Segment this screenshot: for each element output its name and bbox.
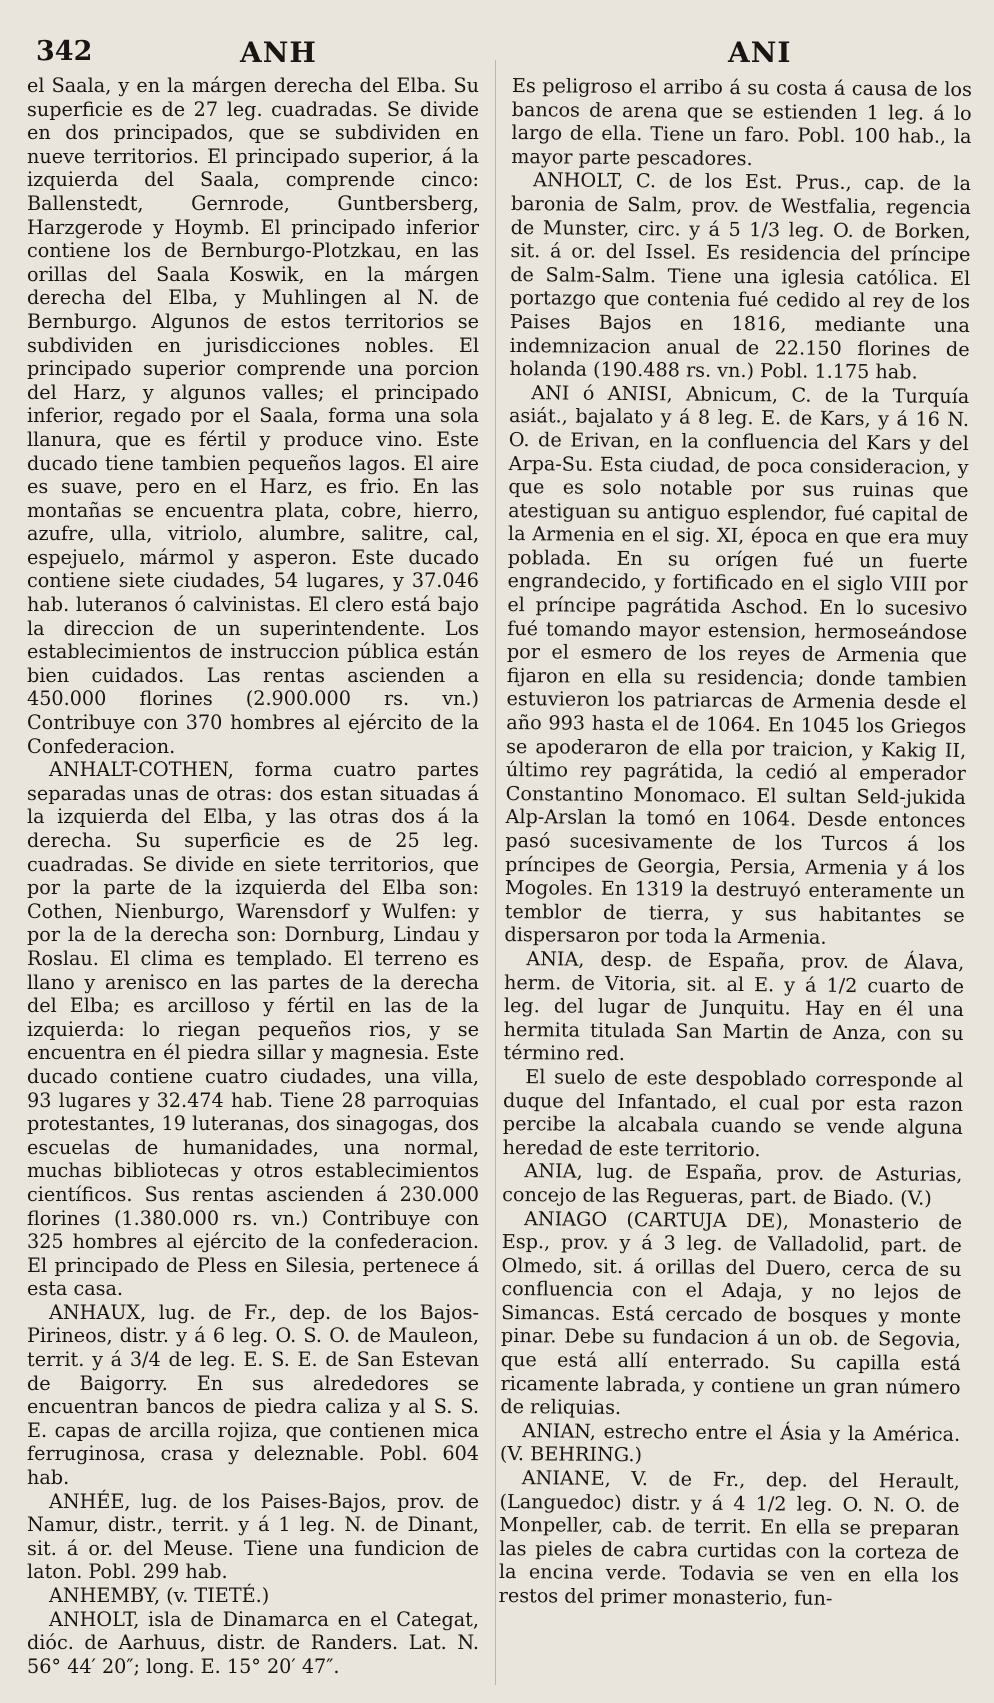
entry-anhemby: ANHEMBY, (v. TIETÉ.): [49, 1584, 270, 1607]
entry-anhalt-bernburgo-continued: el Saala, y en la márgen derecha del Elba. Su superficie es de 27 leg. cuadradas. Se divide en dos principados, que se subdividen en nueve territorios. El principado superior, á la izquierda del Saala, comprende cinco: Ballenstedt, Gernrode, Guntbersberg, Harzgerode y Hoymb. El principado inferior contiene los de Bernburgo-Plotzkau, en las orillas del Saala Koswik, en la márgen derecha del Elba, y Muhlingen al N. de Bernburgo. Algunos de estos territorios se subdividen en jurisdicciones nobles. El principado superior comprende una porcion del Harz, y algunos valles; el principado inferior, regado por el Saala, forma una sola llanura, que es fértil y produce vino. Este ducado tiene tambien pequeños lagos. El aire es suave, pero en el Harz, es frio. En las montañas se encuentra plata, cobre, hierro, azufre, ulla, vitriolo, alumbre, salitre, cal, espejuelo, mármol y asperon. Este ducado contiene siete ciudades, 54 lugares, y 37.046 hab. luteranos ó calvinistas. El clero está bajo la direccion de un superintendente. Los establecimientos de instruccion pública están bien cuidados. Las rentas ascienden a 450.000 florines (2.900.000 rs. vn.) Contribuye con 370 hombres al ejército de la Confederacion.: [27, 74, 479, 758]
entry-anholt-ciudad: ANHOLT, C. de los Est. Prus., cap. de la baronia de Salm, prov. de Westfalia, regencia de Munster, circ. y á 5 1/3 leg. O. de Borken, sit. á or. del Issel. Es residencia del príncipe de Salm-Salm. Tiene una iglesia católica. El portazgo que contenia fué cedido al rey de los Paises Bajos en 1816, mediante una indemnizacion anual de 22.150 florines de holanda (190.488 rs. vn.) Pobl. 1.175 hab.: [509, 168, 972, 384]
entry-ania-alava-note: El suelo de este despoblado corresponde al duque del Infantado, el cual por esta razon percibe la alcabala cuando se vende alguna heredad de este territorio.: [502, 1065, 964, 1161]
entry-aniane: ANIANE, V. de Fr., dep. del Herault, (Languedoc) distr. y á 4 1/2 leg. O. N. O. de Monpeller, cab. de territ. En ella se preparan las pieles de cabra curtidas con la corteza de la encina verde. Todavia se ven en ella los restos del primer monasterio, fun-: [498, 1466, 960, 1610]
entry-anian: ANIAN, estrecho entre el Ásia y la América. (V. BEHRING.): [499, 1418, 961, 1467]
entry-anholt-isla: ANHOLT, isla de Dinamarca en el Categat, dióc. de Aarhuus, distr. de Randers. Lat. N. 56° 44′ 20″; long. E. 15° 20′ 47″.: [27, 1607, 479, 1678]
entry-aniago: ANIAGO (CARTUJA DE), Monasterio de Esp., prov. y á 3 leg. de Valladolid, part. de Olmedo, sit. á orillas del Duero, cerca de su confluencia con el Adaja, y no lejos de Simancas. Está cercado de bosques y monte pinar. Debe su fundacion á un ob. de Segovia, que está allí enterrado. Su capilla está ricamente labrada, y contiene un gran número de reliquias.: [500, 1206, 963, 1420]
entry-ani: ANI ó ANISI, Abnicum, C. de la Turquía asiát., bajalato y á 8 leg. E. de Kars, y á 16 N. O. de Erivan, en la confluencia del Kars y del Arpa-Su. Esta ciudad, de poca consideracion, y que es solo notable por sus ruinas que atestiguan su antiguo esplendor, fué capital de la Armenia en el sig. XI, época en que era muy poblada. En su orígen fué un fuerte engrandecido, y fortificado en el siglo VIII por el príncipe pagrátida Aschod. En lo sucesivo fué tomando mayor estension, hermoseándose por el esmero de los reyes de Armenia que fijaron en ella su residencia; donde tambien estuvieron los patriarcas de Armenia desde el año 993 hasta el de 1064. En 1045 los Griegos se apoderaron de ella por traicion, y Kakig II, último rey pagrátida, la cedió al emperador Constantino Monomaco. El sultan Seld-jukida Alp-Arslan la tomó en 1064. Desde entonces pasó sucesivamente de los Turcos á los príncipes de Georgia, Persia, Armenia y á los Mogoles. En 1319 la destruyó enteramente un temblor de tierra, y sus habitantes se dispersaron por toda la Armenia.: [504, 380, 970, 950]
running-head-right: ANI: [728, 36, 792, 69]
column-divider: [495, 60, 496, 1685]
left-column: [27, 74, 479, 1689]
entry-anhalt-cothen: ANHALT-COTHEN, forma cuatro partes separadas unas de otras: dos estan situadas á la izquierda del Elba, y las otras dos á la derecha. Su superficie es de 25 leg. cuadradas. Se divide en siete territorios, que por la parte de la izquierda del Elba son: Cothen, Nienburgo, Warensdorf y Wulfen: y por la de la derecha son: Dornburg, Lindau y Roslau. El clima es templado. El terreno es llano y arenisco en las partes de la derecha del Elba; es arcilloso y fértil en las de la izquierda: lo riegan pequeños rios, y se encuentra en él piedra sillar y magnesia. Este ducado contiene cuatro ciudades, una villa, 93 lugares y 32.474 hab. Tiene 28 parroquias protestantes, 19 luteranas, dos sinagogas, dos escuelas de humanidades, una normal, muchas bibliotecas y otros establecimientos científicos. Sus rentas ascienden á 230.000 florines (1.380.000 rs. vn.) Contribuye con 325 hombres al ejército de la confederacion. El principado de Pless en Silesia, pertenece á esta casa.: [27, 758, 479, 1301]
page-number: 342: [36, 36, 93, 67]
right-column: [498, 74, 972, 1693]
running-head-left: ANH: [240, 36, 317, 69]
entry-anholt-isla-continued: Es peligroso el arribo á su costa á causa de los bancos de arena que se estienden 1 leg. á lo largo de ella. Tiene un faro. Pobl. 100 hab., la mayor parte pescadores.: [511, 74, 972, 170]
entry-anhee: ANHÉE, lug. de los Paises-Bajos, prov. de Namur, distr., territ. y á 1 leg. N. de Dinant, sit. á or. del Meuse. Tiene una fundicion de laton. Pobl. 299 hab.: [27, 1489, 479, 1584]
entry-ania-asturias: ANIA, lug. de España, prov. de Asturias, concejo de las Regueras, part. de Biado. (V.): [502, 1159, 963, 1210]
entry-ania-alava: ANIA, desp. de España, prov. de Álava, herm. de Vitoria, sit. al E. y á 1/2 cuarto de leg. del lugar de Junquitu. Hay en él una hermita titulada San Martin de Anza, con su término red.: [503, 947, 965, 1066]
entry-anhaux: ANHAUX, lug. de Fr., dep. de los Bajos-Pirineos, distr. y á 6 leg. O. S. O. de Mauleon, territ. y á 3/4 de leg. E. S. E. de San Estevan de Baigorry. En sus alrededores se encuentran bancos de piedra caliza y al S. S. E. capas de arcilla rojiza, que contienen mica ferruginosa, crasa y deleznable. Pobl. 604 hab.: [27, 1300, 479, 1490]
